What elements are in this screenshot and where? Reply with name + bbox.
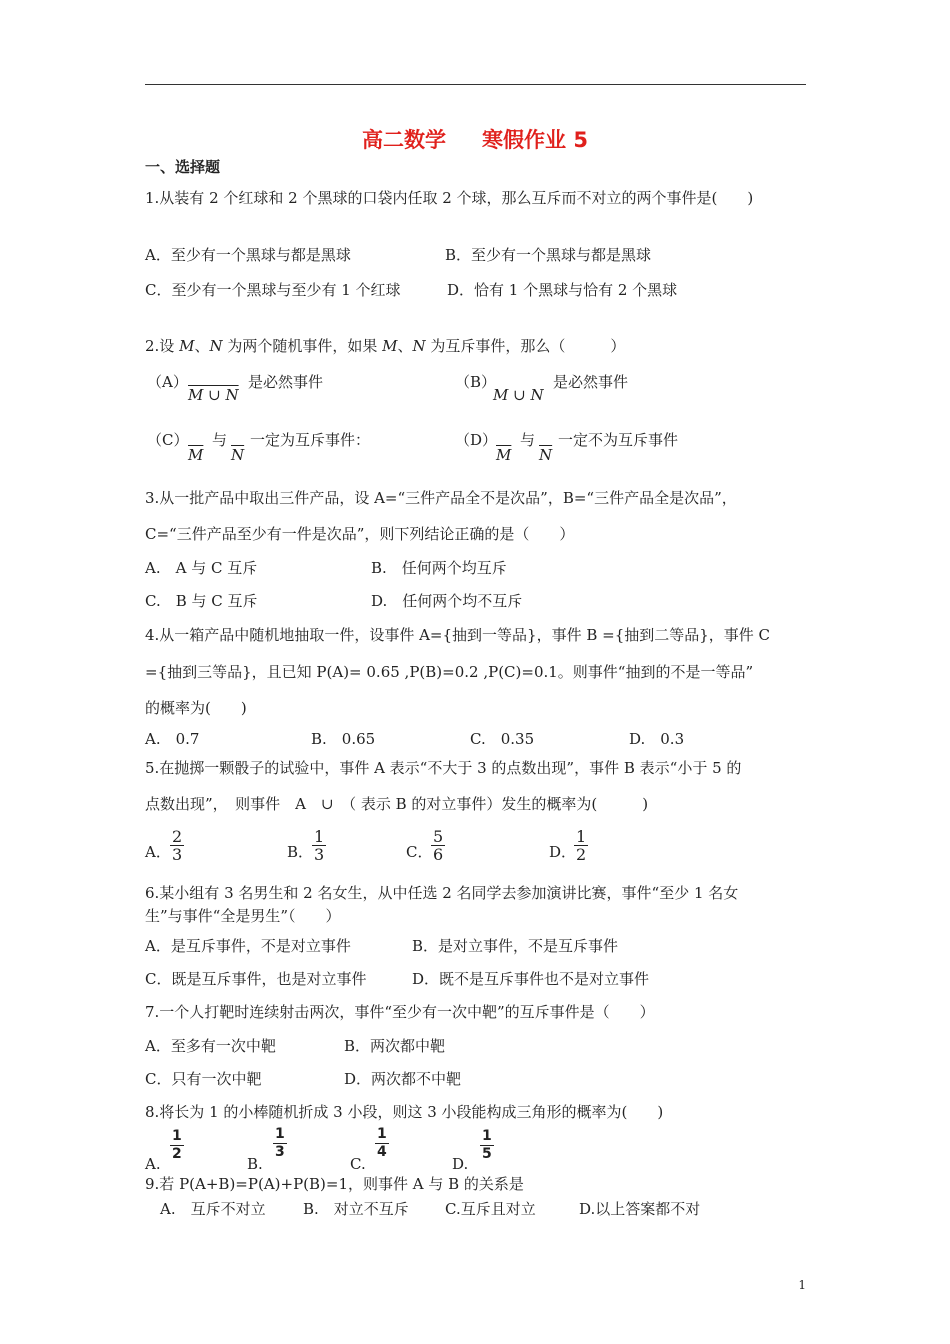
q3-option-c: C. B 与 C 互斥 bbox=[145, 592, 258, 610]
q3-option-b: B. 任何两个均互斥 bbox=[371, 559, 507, 577]
q7-option-b: B．两次都中靶 bbox=[344, 1037, 446, 1055]
q3-option-a: A. A 与 C 互斥 bbox=[145, 559, 258, 577]
q3-line1: 3.从一批产品中取出三件产品，设 A=“三件产品全不是次品”，B=“三件产品全是次品”， bbox=[145, 489, 737, 507]
q4-line2: ={抽到三等品}，且已知 P(A)= 0.65 ,P(B)=0.2 ,P(C)=0.1。则事件“抽到的不是一等品” bbox=[145, 663, 754, 681]
q5-option-d-label: D． bbox=[549, 843, 577, 861]
q5-b-den: 3 bbox=[314, 845, 325, 864]
q2-option-d-and: 与 bbox=[520, 431, 536, 449]
header-rule bbox=[145, 84, 806, 85]
q2-option-c-n: $\overline{N}$ bbox=[231, 446, 245, 464]
q8-c-den: 4 bbox=[377, 1144, 387, 1160]
q5-line2: 点数出现”， 则事件 A ∪ （ 表示 B 的对立事件）发生的概率为( ) bbox=[145, 795, 649, 813]
q2-stem bbox=[145, 336, 625, 356]
q4-option-b: B. 0.65 bbox=[311, 730, 376, 748]
q1-stem: 1.从装有 2 个红球和 2 个黑球的口袋内任取 2 个球，那么互斥而不对立的两个事件是( ) bbox=[145, 189, 754, 207]
q8-d-den: 5 bbox=[482, 1146, 492, 1162]
q9-option-a: A. 互斥不对立 bbox=[160, 1200, 266, 1218]
q2-var-m: M bbox=[179, 337, 195, 355]
q2-var-m-2: M bbox=[382, 337, 398, 355]
q2-option-d-label: （D） bbox=[455, 431, 498, 449]
q9-stem: 9.若 P(A+B)=P(A)+P(B)=1，则事件 A 与 B 的关系是 bbox=[145, 1175, 524, 1193]
q6-option-b: B．是对立事件，不是互斥事件 bbox=[412, 937, 619, 955]
q7-stem: 7.一个人打靶时连续射击两次，事件“至少有一次中靶”的互斥事件是（ ） bbox=[145, 1003, 655, 1021]
q5-line1: 5.在抛掷一颗骰子的试验中，事件 A 表示“不大于 3 的点数出现”，事件 B 表示“小于 5 的 bbox=[145, 759, 742, 777]
q2-var-n: N bbox=[209, 337, 223, 355]
title-assignment: 寒假作业 5 bbox=[482, 128, 588, 152]
q5-option-b-label: B． bbox=[287, 843, 314, 861]
q8-b-den: 3 bbox=[275, 1144, 285, 1160]
q7-option-a: A．至多有一次中靶 bbox=[145, 1037, 276, 1055]
q9-option-d: D.以上答案都不对 bbox=[579, 1200, 701, 1218]
q9-option-c: C.互斥且对立 bbox=[445, 1200, 536, 1218]
q2-option-a-label: （A） bbox=[147, 373, 188, 391]
q2-option-a-expr: M ∪ N bbox=[188, 386, 239, 404]
q4-option-d: D. 0.3 bbox=[629, 730, 685, 748]
q6-option-d: D．既不是互斥事件也不是对立事件 bbox=[412, 970, 650, 988]
q2-option-c-m: $\overline{M}$ bbox=[188, 446, 204, 464]
q5-option-b-fraction bbox=[312, 828, 326, 863]
q4-line1: 4.从一箱产品中随机地抽取一件，设事件 A={抽到一等品}，事件 B ={抽到二等品}，事件 C bbox=[145, 626, 771, 644]
q5-a-num: 2 bbox=[172, 827, 183, 846]
q5-option-c-fraction bbox=[431, 828, 445, 863]
page-number: 1 bbox=[798, 1278, 806, 1292]
q2-var-n-2: N bbox=[412, 337, 426, 355]
q8-option-c-label: C. bbox=[350, 1155, 366, 1173]
q3-option-d: D. 任何两个均不互斥 bbox=[371, 592, 523, 610]
q6-line1: 6.某小组有 3 名男生和 2 名女生，从中任选 2 名同学去参加演讲比赛，事件“至少 1 名女 bbox=[145, 884, 739, 902]
q1-option-a: A．至少有一个黑球与都是黑球 bbox=[145, 246, 351, 264]
q3-line2: C=“三件产品至少有一件是次品”，则下列结论正确的是（ ） bbox=[145, 525, 575, 543]
q5-c-den: 6 bbox=[433, 845, 444, 864]
q5-option-a-fraction bbox=[170, 828, 184, 863]
q8-option-c-fraction bbox=[375, 1126, 389, 1161]
q4-line3: 的概率为( ) bbox=[145, 699, 247, 717]
q7-option-d: D．两次都不中靶 bbox=[344, 1070, 462, 1088]
q2-option-b-label: （B） bbox=[455, 373, 497, 391]
q2-stem-mid: 为两个随机事件，如果 bbox=[222, 337, 383, 355]
q1-option-b: B．至少有一个黑球与都是黑球 bbox=[445, 246, 652, 264]
q8-option-d-fraction bbox=[480, 1128, 494, 1163]
q2-stem-end: 为互斥事件，那么（ ） bbox=[425, 337, 626, 355]
q8-b-num: 1 bbox=[275, 1126, 285, 1142]
q5-b-num: 1 bbox=[314, 827, 325, 846]
q8-a-num: 1 bbox=[172, 1128, 182, 1144]
q4-option-a: A. 0.7 bbox=[145, 730, 200, 748]
q8-option-a-fraction bbox=[170, 1128, 184, 1163]
q6-option-a: A．是互斥事件，不是对立事件 bbox=[145, 937, 351, 955]
q8-option-b-fraction bbox=[273, 1126, 287, 1161]
q2-sep-2: 、 bbox=[397, 337, 413, 355]
q2-option-d-n: $\overline{N}$ bbox=[539, 446, 553, 464]
q2-option-c-text: 一定为互斥事件： bbox=[250, 431, 371, 449]
q4-option-c: C. 0.35 bbox=[470, 730, 535, 748]
q2-option-c-and: 与 bbox=[212, 431, 228, 449]
q1-option-d: D．恰有 1 个黑球与恰有 2 个黑球 bbox=[447, 281, 678, 299]
q5-a-den: 3 bbox=[172, 845, 183, 864]
q5-option-d-fraction bbox=[574, 828, 588, 863]
q5-option-a-label: A． bbox=[145, 843, 171, 861]
q6-line2: 生”与事件“全是男生”（ ） bbox=[145, 907, 341, 925]
q6-option-c: C．既是互斥事件，也是对立事件 bbox=[145, 970, 367, 988]
q2-option-c-label: （C） bbox=[147, 431, 189, 449]
q7-option-c: C．只有一次中靶 bbox=[145, 1070, 262, 1088]
q5-d-den: 2 bbox=[576, 845, 587, 864]
title-subject: 高二数学 bbox=[362, 128, 447, 152]
q8-c-num: 1 bbox=[377, 1126, 387, 1142]
q9-option-b: B. 对立不互斥 bbox=[303, 1200, 409, 1218]
q8-d-num: 1 bbox=[482, 1128, 492, 1144]
q8-option-d-label: D. bbox=[452, 1155, 469, 1173]
q5-option-c-label: C． bbox=[406, 843, 433, 861]
q8-a-den: 2 bbox=[172, 1146, 182, 1162]
q8-stem: 8.将长为 1 的小棒随机折成 3 小段，则这 3 小段能构成三角形的概率为( ) bbox=[145, 1103, 664, 1121]
q1-option-c: C．至少有一个黑球与至少有 1 个红球 bbox=[145, 281, 401, 299]
section-heading: 一、选择题 bbox=[145, 158, 221, 176]
q2-sep: 、 bbox=[194, 337, 210, 355]
q5-c-num: 5 bbox=[433, 827, 444, 846]
q5-d-num: 1 bbox=[576, 827, 587, 846]
q2-option-a-text: 是必然事件 bbox=[248, 373, 324, 391]
q2-stem-pre: 2.设 bbox=[145, 337, 180, 355]
page-title bbox=[0, 124, 950, 154]
q8-option-b-label: B. bbox=[247, 1155, 263, 1173]
q2-option-d-m: $\overline{M}$ bbox=[496, 446, 512, 464]
q8-option-a-label: A. bbox=[145, 1155, 161, 1173]
q2-option-d-text: 一定不为互斥事件 bbox=[558, 431, 679, 449]
q2-option-b-text: 是必然事件 bbox=[553, 373, 629, 391]
q2-option-b-expr: M ∪ N bbox=[493, 386, 544, 404]
